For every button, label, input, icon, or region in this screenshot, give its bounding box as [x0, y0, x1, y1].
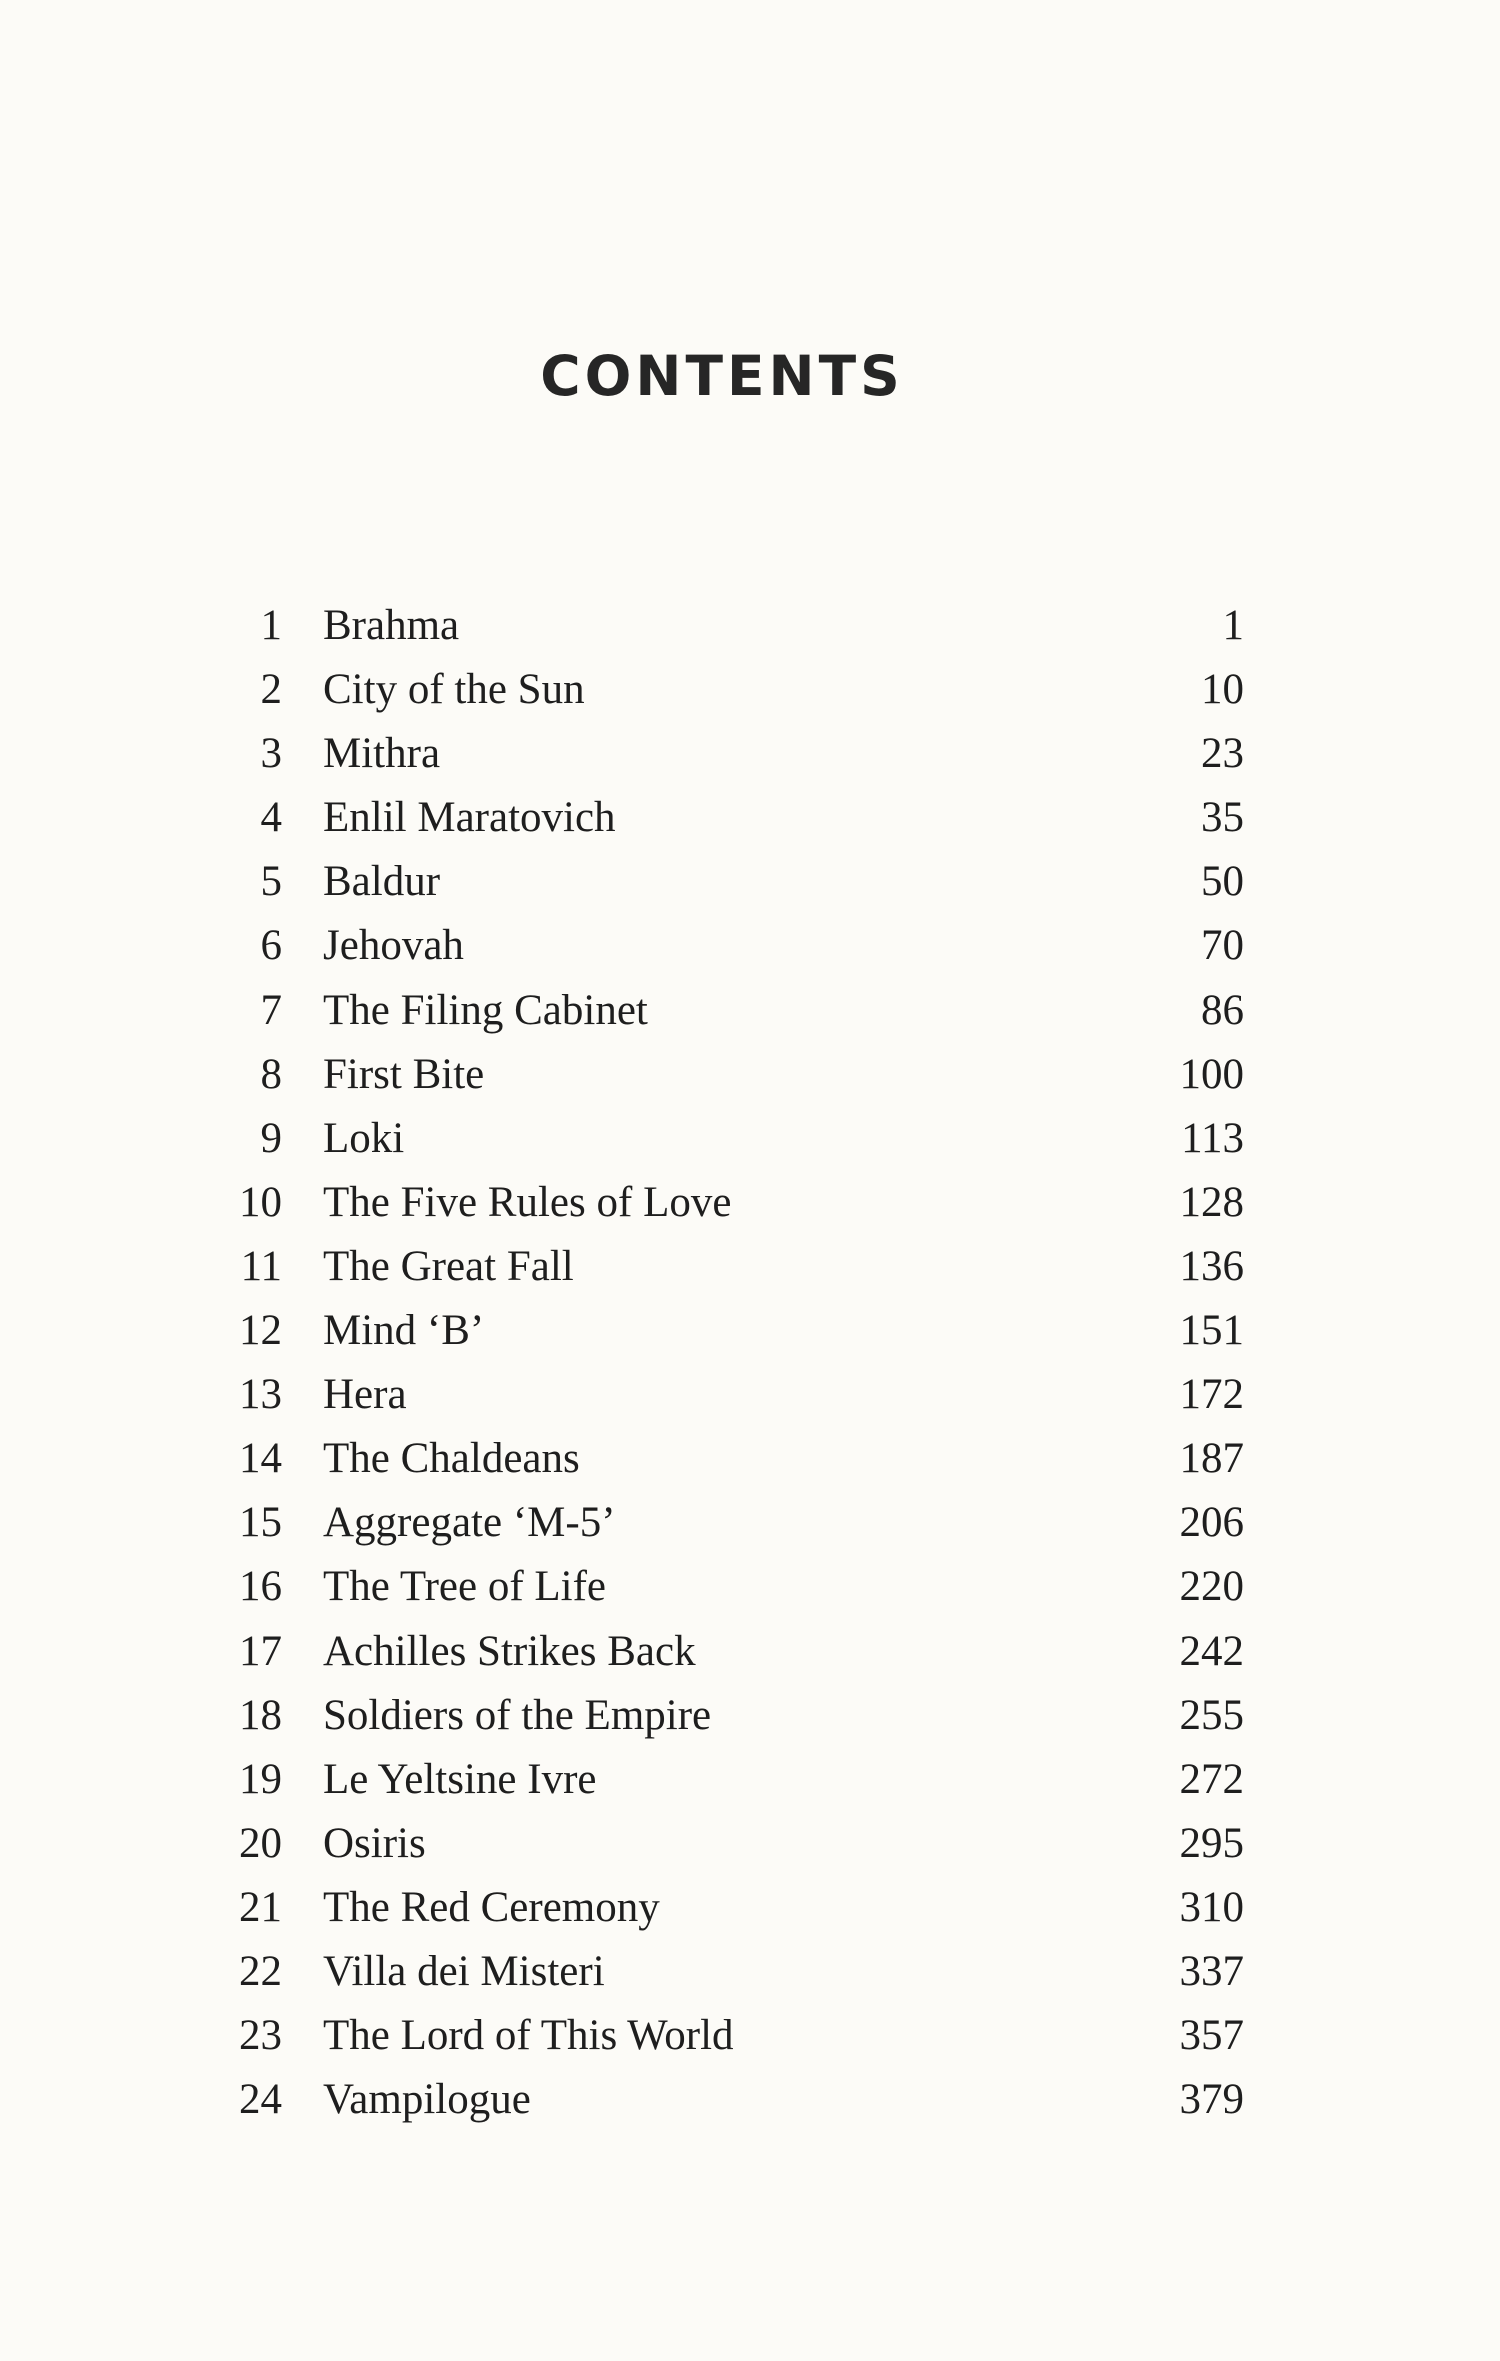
chapter-page-number: 172: [1179, 1371, 1244, 1419]
toc-entry: [210, 850, 1244, 914]
chapter-number: 9: [260, 1114, 282, 1162]
toc-entry: [210, 1748, 1244, 1812]
chapter-title: First Bite: [323, 1050, 485, 1098]
chapter-title: Villa dei Misteri: [323, 1947, 605, 1995]
chapter-number: 12: [239, 1307, 282, 1355]
toc-entry: [210, 2068, 1244, 2132]
chapter-number: 20: [239, 1819, 282, 1867]
chapter-title: Mind ‘B’: [323, 1307, 485, 1355]
chapter-number: 10: [239, 1178, 282, 1226]
chapter-page-number: 357: [1179, 2012, 1244, 2060]
toc-entry: [210, 722, 1244, 786]
chapter-title: Loki: [323, 1114, 405, 1162]
toc-entry: [210, 1043, 1244, 1107]
chapter-number: 6: [260, 922, 282, 970]
toc-entry: [210, 594, 1244, 658]
chapter-title: The Five Rules of Love: [323, 1178, 732, 1226]
chapter-page-number: 1: [1222, 602, 1244, 649]
chapter-number: 14: [239, 1435, 282, 1483]
chapter-title: Mithra: [323, 730, 441, 778]
chapter-page-number: 50: [1201, 858, 1244, 906]
toc-entry: [210, 1107, 1244, 1171]
toc-entry: [210, 1684, 1244, 1748]
toc-entry: [210, 979, 1244, 1043]
toc-entry: [210, 1363, 1244, 1427]
chapter-page-number: 379: [1179, 2076, 1244, 2124]
chapter-title: Aggregate ‘M-5’: [323, 1499, 616, 1547]
toc-entry: [210, 1171, 1244, 1235]
chapter-title: Achilles Strikes Back: [323, 1627, 696, 1675]
chapter-number: 3: [260, 730, 282, 778]
toc-entry: [210, 1235, 1244, 1299]
chapter-page-number: 10: [1201, 666, 1244, 714]
chapter-title: Jehovah: [323, 922, 464, 970]
toc-entry: [210, 658, 1244, 722]
chapter-number: 7: [260, 986, 282, 1034]
chapter-page-number: 136: [1179, 1242, 1244, 1290]
toc-entry: [210, 1620, 1244, 1684]
chapter-title: The Filing Cabinet: [323, 986, 648, 1034]
chapter-page-number: 128: [1179, 1178, 1244, 1226]
chapter-title: Osiris: [323, 1819, 426, 1867]
chapter-title: Enlil Maratovich: [323, 794, 616, 842]
chapter-page-number: 151: [1179, 1307, 1244, 1355]
chapter-number: 24: [239, 2076, 282, 2124]
chapter-page-number: 100: [1179, 1050, 1244, 1098]
chapter-number: 1: [260, 602, 282, 649]
chapter-title: The Red Ceremony: [323, 1883, 660, 1931]
chapter-title: The Tree of Life: [323, 1563, 607, 1611]
toc-entry: [210, 1876, 1244, 1940]
chapter-page-number: 70: [1201, 922, 1244, 970]
chapter-page-number: 272: [1179, 1755, 1244, 1803]
chapter-number: 4: [260, 794, 282, 842]
chapter-number: 19: [239, 1755, 282, 1803]
page-title: CONTENTS: [540, 344, 904, 408]
chapter-number: 18: [239, 1691, 282, 1739]
toc-entry: [210, 1299, 1244, 1363]
chapter-number: 21: [239, 1883, 282, 1931]
chapter-title: The Chaldeans: [323, 1435, 580, 1483]
chapter-number: 13: [239, 1371, 282, 1419]
chapter-page-number: 242: [1179, 1627, 1244, 1675]
table-of-contents: [210, 594, 1244, 2132]
chapter-title: Soldiers of the Empire: [323, 1691, 712, 1739]
chapter-number: 22: [239, 1947, 282, 1995]
chapter-page-number: 255: [1179, 1691, 1244, 1739]
chapter-title: Hera: [323, 1371, 407, 1419]
chapter-number: 17: [239, 1627, 282, 1675]
toc-entry: [210, 1940, 1244, 2004]
chapter-number: 11: [240, 1242, 282, 1290]
chapter-number: 16: [239, 1563, 282, 1611]
toc-entry: [210, 914, 1244, 978]
chapter-title: Le Yeltsine Ivre: [323, 1755, 597, 1803]
toc-entry: [210, 1812, 1244, 1876]
toc-entry: [210, 1491, 1244, 1555]
chapter-page-number: 86: [1201, 986, 1244, 1034]
chapter-page-number: 113: [1181, 1114, 1244, 1162]
toc-entry: [210, 786, 1244, 850]
chapter-page-number: 310: [1179, 1883, 1244, 1931]
chapter-number: 5: [260, 858, 282, 906]
toc-entry: [210, 2004, 1244, 2068]
chapter-page-number: 187: [1179, 1435, 1244, 1483]
chapter-number: 23: [239, 2012, 282, 2060]
chapter-number: 8: [260, 1050, 282, 1098]
chapter-page-number: 23: [1201, 730, 1244, 778]
chapter-title: City of the Sun: [323, 666, 585, 714]
chapter-page-number: 220: [1179, 1563, 1244, 1611]
chapter-page-number: 337: [1179, 1947, 1244, 1995]
chapter-title: Baldur: [323, 858, 441, 906]
chapter-page-number: 295: [1179, 1819, 1244, 1867]
chapter-number: 2: [260, 666, 282, 714]
chapter-page-number: 206: [1179, 1499, 1244, 1547]
chapter-page-number: 35: [1201, 794, 1244, 842]
toc-entry: [210, 1427, 1244, 1491]
chapter-title: Vampilogue: [323, 2076, 531, 2124]
chapter-title: Brahma: [323, 602, 460, 649]
chapter-number: 15: [239, 1499, 282, 1547]
toc-entry: [210, 1555, 1244, 1619]
chapter-title: The Lord of This World: [323, 2012, 734, 2060]
chapter-title: The Great Fall: [323, 1242, 574, 1290]
